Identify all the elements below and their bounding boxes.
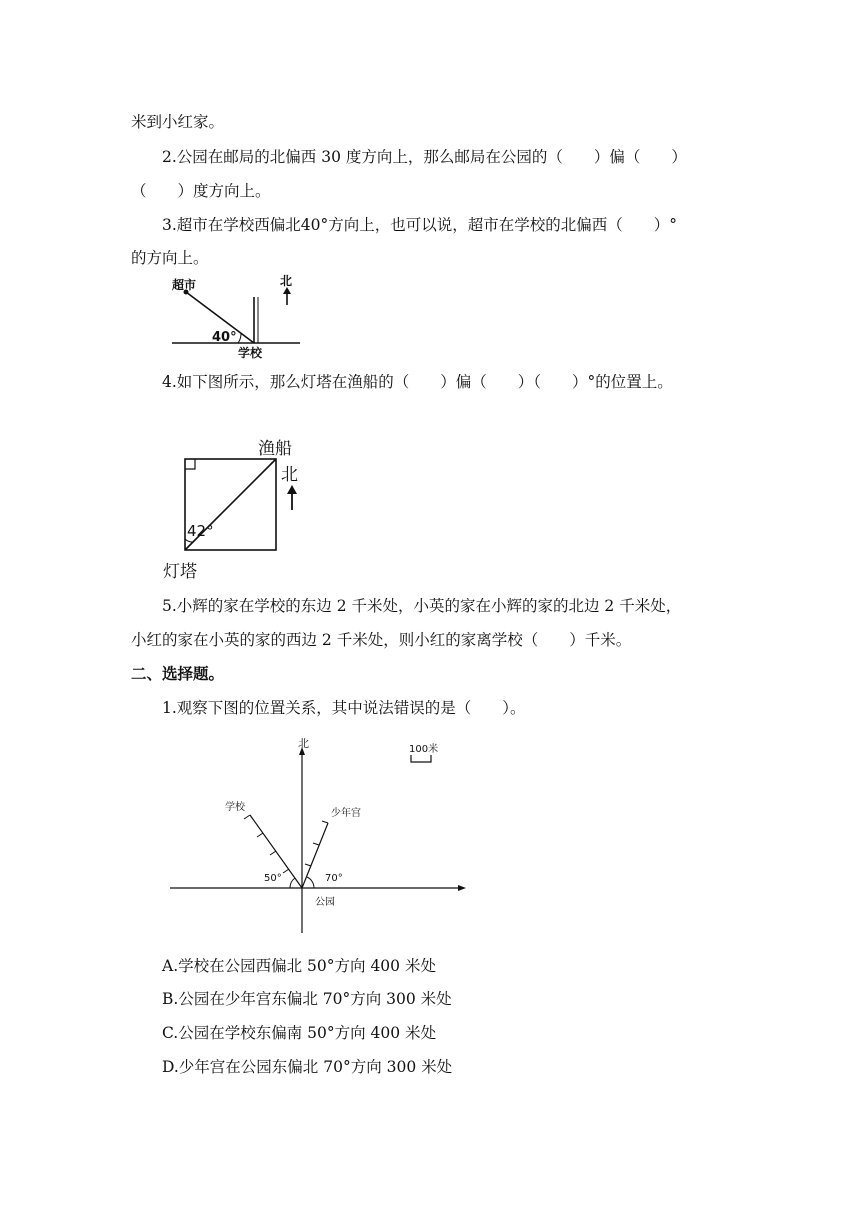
question-4: 4.如下图所示，那么灯塔在渔船的（ ）偏（ ）（ ）°的位置上。 <box>162 373 673 391</box>
question-2-continued: （ ）度方向上。 <box>131 182 271 200</box>
lighthouse-label: 灯塔 <box>163 562 197 582</box>
question-5-continued: 小红的家在小英的家的西边 2 千米处，则小红的家离学校（ ）千米。 <box>131 631 632 649</box>
angle-label-right: 70° <box>325 873 343 884</box>
question-2: 2.公园在邮局的北偏西 30 度方向上，那么邮局在公园的（ ）偏（ ） <box>162 148 687 166</box>
question-3-continued: 的方向上。 <box>131 249 209 267</box>
park-label: 公园 <box>315 897 335 908</box>
north-label: 北 <box>280 274 293 288</box>
boat-label: 渔船 <box>258 439 292 459</box>
north-arrow-icon <box>287 485 297 494</box>
scale-label: 100米 <box>409 744 439 755</box>
option-b: B.公园在少年宫东偏北 70°方向 300 米处 <box>162 990 452 1008</box>
text-line-1: 米到小红家。 <box>131 113 225 131</box>
angle-label-left: 50° <box>264 873 282 884</box>
north-label: 北 <box>281 465 298 485</box>
angle-arc-right <box>307 877 314 888</box>
figure-supermarket-school <box>172 275 302 361</box>
option-c: C.公园在学校东偏南 50°方向 400 米处 <box>162 1024 437 1042</box>
question-5: 5.小辉的家在学校的东边 2 千米处，小英的家在小辉的家的北边 2 千米处， <box>162 597 682 615</box>
scale-bar <box>411 755 431 762</box>
north-label: 北 <box>298 737 309 750</box>
youth-palace-scale-ticks <box>305 821 328 866</box>
angle-label: 40° <box>212 330 237 345</box>
section-heading-choice: 二、选择题。 <box>131 665 225 683</box>
figure-park-map <box>168 735 488 935</box>
figure-boat-lighthouse <box>163 436 303 582</box>
youth-palace-label: 少年宫 <box>331 808 361 819</box>
angle-label: 42° <box>187 522 214 540</box>
option-d: D.少年宫在公园东偏北 70°方向 300 米处 <box>162 1058 453 1076</box>
school-label: 学校 <box>225 802 245 813</box>
question-3: 3.超市在学校西偏北40°方向上，也可以说，超市在学校的北偏西（ ）° <box>162 216 678 234</box>
north-arrow-icon <box>283 287 291 294</box>
supermarket-label: 超市 <box>172 278 197 292</box>
school-scale-ticks <box>244 815 289 873</box>
right-angle-mark <box>185 459 195 469</box>
east-arrow-icon <box>458 885 466 891</box>
angle-arc-left <box>290 878 295 888</box>
school-label: 学校 <box>238 346 263 360</box>
angle-arc <box>238 333 241 343</box>
option-a: A.学校在公园西偏北 50°方向 400 米处 <box>162 957 436 975</box>
choice-question-1: 1.观察下图的位置关系，其中说法错误的是（ ）。 <box>162 699 526 717</box>
